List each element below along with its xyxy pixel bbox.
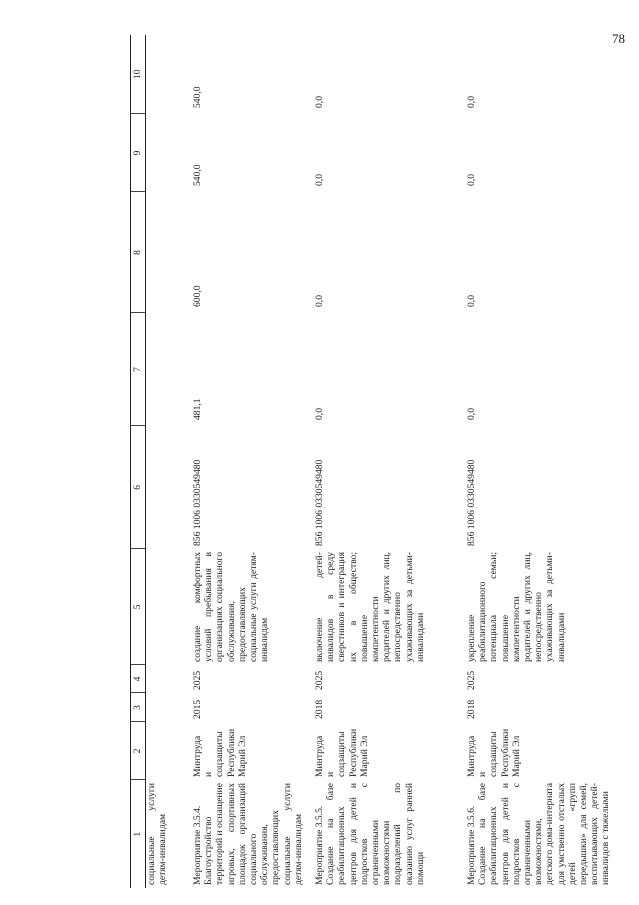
column-header: 5: [131, 549, 146, 665]
expected-result: создание комфортных условий пребывания в организациях социального обслуживания, предоставляющих социальные услуги детям-инвалидам: [192, 552, 271, 662]
end-year: 2025: [466, 670, 477, 690]
table-row: [188, 35, 310, 888]
start-year: 2018: [314, 699, 325, 719]
start-year: 2018: [466, 699, 477, 719]
end-year: [146, 665, 189, 693]
value-col10: 540,0: [192, 86, 203, 108]
value-col8: 0,0: [314, 295, 325, 307]
value-col9: 0,0: [314, 174, 325, 186]
executor: Минтруда и соцзащиты Республики Марий Эл: [466, 728, 522, 777]
value-col7: 481,1: [192, 398, 203, 420]
budget-code: 856 1006 0330549480: [466, 459, 477, 546]
column-header: 3: [131, 693, 146, 722]
expected-result: укрепление реабилитационного потенциала семьи; повышение компетентности родителей и других лиц, непосредственно ухаживающих за детьми-инвалидами: [466, 552, 567, 662]
end-year: 2025: [314, 670, 325, 690]
value-col7: 0,0: [466, 408, 477, 420]
executor: Минтруда и соцзащиты Республики Марий Эл: [192, 728, 248, 777]
value-col8: 600,0: [192, 285, 203, 307]
budget-code: 856 1006 0330549480: [314, 459, 325, 546]
end-year: 2025: [192, 670, 203, 690]
budget-code: 856 1006 0330549480: [192, 459, 203, 546]
value-col8: 0,0: [466, 295, 477, 307]
executor: Минтруда и соцзащиты Республики Марий Эл: [314, 728, 370, 777]
value-col9: [146, 114, 189, 192]
value-col7: [146, 313, 189, 426]
value-col9: 0,0: [466, 174, 477, 186]
table-row: [462, 35, 617, 888]
activity-name: социальные услуги детям-инвалидам: [146, 783, 169, 885]
table-row: [146, 35, 189, 888]
program-table: [130, 35, 617, 888]
value-col9: 540,0: [192, 164, 203, 186]
activity-name: Мероприятие 3.5.4. Благоустройство территорий и оснащение игровых, спортивных площадок организаций социального обслуживания, предоставляющих социальные услуги детям-инвалидам: [192, 783, 304, 885]
program-table-rotated: [130, 35, 633, 888]
column-header: 8: [131, 192, 146, 313]
table-row: [310, 35, 462, 888]
expected-result: [146, 549, 189, 665]
column-number-row: [131, 35, 146, 888]
column-header: 7: [131, 313, 146, 426]
column-header: 9: [131, 114, 146, 192]
column-header: 6: [131, 426, 146, 549]
page-number: 78: [612, 31, 625, 46]
start-year: [146, 693, 189, 722]
executor: [146, 722, 189, 780]
column-header: 1: [131, 780, 146, 888]
activity-name: Мероприятие 3.5.6. Создание на базе реабилитационных центров для детей и подростков с ограниченными возможностями, детского дома-интерната для умственно отсталых детей «групп передышки» для семей, воспитывающих детей-инвалидов с тяжелыми: [466, 783, 612, 885]
column-header: 2: [131, 722, 146, 780]
budget-code: [146, 426, 189, 549]
start-year: 2015: [192, 699, 203, 719]
activity-name: Мероприятие 3.5.5. Создание на базе реабилитационных центров для детей и подростков с ограниченными возможностями подразделений по оказанию услуг ранней помощи: [314, 783, 426, 885]
column-header: 4: [131, 665, 146, 693]
value-col10: [146, 35, 189, 114]
value-col10: 0,0: [314, 96, 325, 108]
column-header: 10: [131, 35, 146, 114]
value-col10: 0,0: [466, 96, 477, 108]
value-col7: 0,0: [314, 408, 325, 420]
expected-result: включение детей-инвалидов в среду сверстников и интеграция их в общество; повышение компетентности родителей и других лиц, непосредственно ухаживающих за детьми-инвалидами: [314, 552, 426, 662]
value-col8: [146, 192, 189, 313]
